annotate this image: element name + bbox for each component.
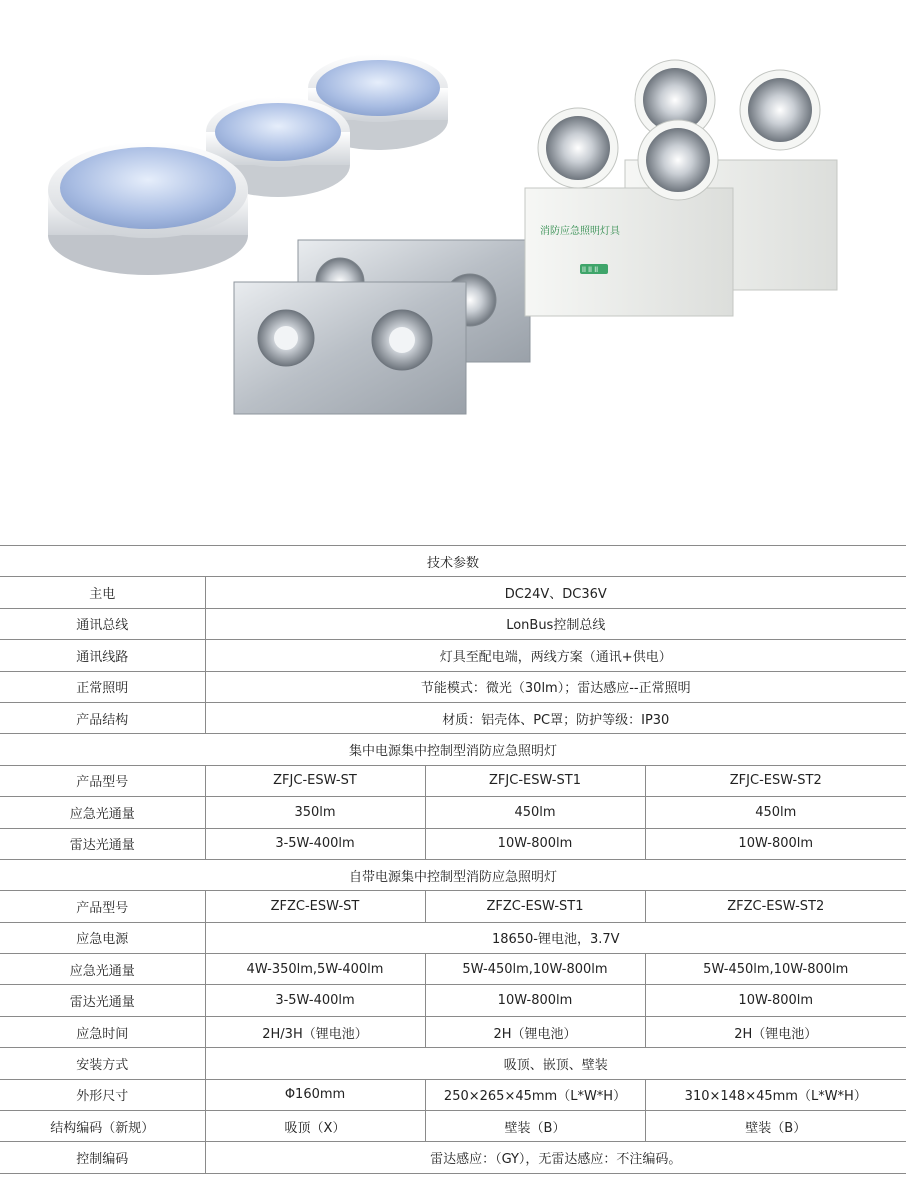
row-label: 正常照明 [0,671,205,702]
cell: ZFZC-ESW-ST2 [645,891,906,922]
cell: 10W-800lm [645,985,906,1016]
table-row [0,891,906,922]
row-value: 18650-锂电池，3.7V [205,922,906,953]
row-value: DC24V、DC36V [205,577,906,608]
table-row [0,954,906,985]
cell: 450lm [645,797,906,828]
twin-head-emergency-light-icon [525,60,837,316]
row-value: 吸顶、嵌顶、壁装 [205,1048,906,1079]
row-value: 灯具至配电端，两线方案（通讯+供电） [205,640,906,671]
row-label: 外形尺寸 [0,1079,205,1110]
cell: ZFJC-ESW-ST1 [425,765,645,796]
cell: 2H/3H（锂电池） [205,1016,425,1047]
cell: 壁装（B） [425,1111,645,1142]
table-row [0,922,906,953]
table-row [0,640,906,671]
table-row [0,577,906,608]
cell: 250×265×45mm（L*W*H） [425,1079,645,1110]
table-title-row [0,546,906,577]
row-label: 控制编码 [0,1142,205,1173]
section-title: 自带电源集中控制型消防应急照明灯 [0,859,906,890]
cell: 10W-800lm [645,828,906,859]
row-value: 材质：铝壳体、PC罩；防护等级：IP30 [205,702,906,733]
table-row [0,765,906,796]
cell: 2H（锂电池） [645,1016,906,1047]
row-label: 产品型号 [0,765,205,796]
row-label: 应急光通量 [0,797,205,828]
cell: ZFZC-ESW-ST1 [425,891,645,922]
row-label: 应急时间 [0,1016,205,1047]
table-row [0,1016,906,1047]
row-label: 应急光通量 [0,954,205,985]
product-photo [0,0,910,430]
cell: 2H（锂电池） [425,1016,645,1047]
table-row [0,608,906,639]
cell: 5W-450lm,10W-800lm [645,954,906,985]
table-row [0,1079,906,1110]
table-row [0,1048,906,1079]
row-label: 安装方式 [0,1048,205,1079]
cell: ZFJC-ESW-ST [205,765,425,796]
cell: 10W-800lm [425,985,645,1016]
table-row [0,671,906,702]
row-label: 产品结构 [0,702,205,733]
cell: 10W-800lm [425,828,645,859]
table-row [0,1111,906,1142]
table-row [0,828,906,859]
table-row [0,797,906,828]
cell: 310×148×45mm（L*W*H） [645,1079,906,1110]
cell: 4W-350lm,5W-400lm [205,954,425,985]
table-row [0,702,906,733]
row-value: LonBus控制总线 [205,608,906,639]
svg-text:消防应急照明灯具: 消防应急照明灯具 [540,226,620,237]
svg-text:ll ll ll: ll ll ll [582,266,599,274]
row-label: 通讯总线 [0,608,205,639]
row-label: 主电 [0,577,205,608]
cell: ZFZC-ESW-ST [205,891,425,922]
row-value: 雷达感应：（GY），无雷达感应：不注编码。 [205,1142,906,1173]
row-label: 雷达光通量 [0,985,205,1016]
row-value: 节能模式：微光（30lm）；雷达感应--正常照明 [205,671,906,702]
spec-table [0,545,906,1174]
cell: 350lm [205,797,425,828]
cell: Φ160mm [205,1079,425,1110]
row-label: 雷达光通量 [0,828,205,859]
cell: ZFJC-ESW-ST2 [645,765,906,796]
section-title-row [0,859,906,890]
row-label: 产品型号 [0,891,205,922]
table-row [0,1142,906,1173]
cell: 3-5W-400lm [205,828,425,859]
cell: 5W-450lm,10W-800lm [425,954,645,985]
row-label: 应急电源 [0,922,205,953]
cell: 壁装（B） [645,1111,906,1142]
aluminium-wall-light-icon [234,240,530,414]
section-title: 集中电源集中控制型消防应急照明灯 [0,734,906,765]
cell: 450lm [425,797,645,828]
section-title-row [0,734,906,765]
row-label: 结构编码（新规） [0,1111,205,1142]
table-row [0,985,906,1016]
cell: 吸顶（X） [205,1111,425,1142]
cell: 3-5W-400lm [205,985,425,1016]
row-label: 通讯线路 [0,640,205,671]
table-title: 技术参数 [0,546,906,577]
